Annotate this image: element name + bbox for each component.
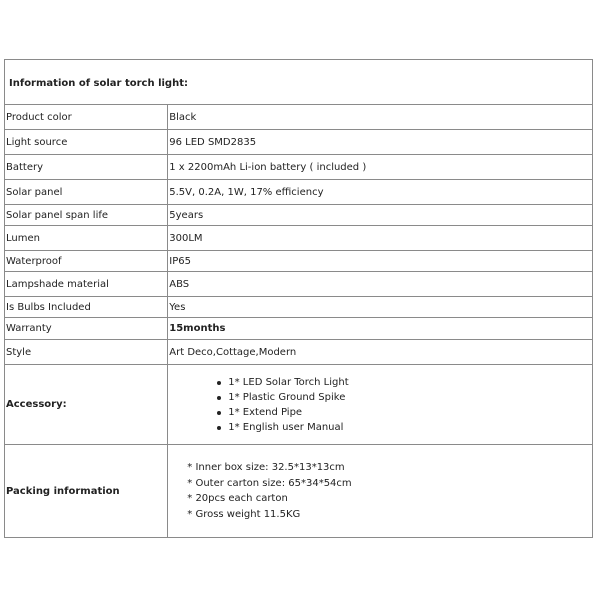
spec-row-is-bulbs-included [5, 297, 593, 318]
packing-row [5, 445, 593, 538]
spec-value: 300LM [168, 226, 593, 251]
spec-row-solar-panel-span-life [5, 205, 593, 226]
spec-row-solar-panel [5, 180, 593, 205]
spec-row-lumen [5, 226, 593, 251]
packing-list-cell [168, 445, 593, 538]
list-item: * Inner box size: 32.5*13*13cm [187, 462, 345, 473]
spec-value: 96 LED SMD2835 [168, 130, 593, 155]
spec-value: Yes [168, 297, 593, 318]
list-item: * Gross weight 11.5KG [187, 508, 301, 520]
accessory-label: Accessory: [5, 365, 168, 445]
spec-label: Lampshade material [5, 272, 168, 297]
spec-value: 5.5V, 0.2A, 1W, 17% efficiency [168, 180, 593, 205]
list-item: 1* Extend Pipe [228, 405, 592, 420]
spec-label: Waterproof [5, 251, 168, 272]
spec-value: IP65 [168, 251, 593, 272]
list-item: * 20pcs each carton [187, 493, 288, 504]
spec-row-lampshade-material [5, 272, 593, 297]
spec-value: Black [168, 105, 593, 130]
spec-label: Style [5, 340, 168, 365]
list-item: 1* LED Solar Torch Light [228, 375, 592, 390]
spec-value: 15months [168, 318, 593, 340]
spec-value: Art Deco,Cottage,Modern [168, 340, 593, 365]
spec-row-light-source [5, 130, 593, 155]
product-spec-table [4, 59, 593, 538]
spec-label: Product color [5, 105, 168, 130]
spec-row-battery [5, 155, 593, 180]
spec-label: Solar panel span life [5, 205, 168, 226]
spec-row-style [5, 340, 593, 365]
accessory-list [169, 375, 592, 435]
list-item: 1* English user Manual [228, 420, 592, 435]
spec-value: 5years [168, 205, 593, 226]
accessory-row [5, 365, 593, 445]
spec-row-warranty [5, 318, 593, 340]
spec-label: Lumen [5, 226, 168, 251]
spec-label: Solar panel [5, 180, 168, 205]
table-title-text: Information of solar torch light: [9, 77, 188, 89]
spec-value: 1 x 2200mAh Li-ion battery ( included ) [168, 155, 593, 180]
spec-label: Battery [5, 155, 168, 180]
spec-row-waterproof [5, 251, 593, 272]
spec-row-product-color [5, 105, 593, 130]
packing-label: Packing information [5, 445, 168, 538]
spec-label: Warranty [5, 318, 168, 340]
accessory-list-cell [168, 365, 593, 445]
spec-label: Is Bulbs Included [5, 297, 168, 318]
list-item: 1* Plastic Ground Spike [228, 390, 592, 405]
list-item: * Outer carton size: 65*34*54cm [187, 477, 352, 489]
packing-list [169, 460, 592, 522]
spec-value: ABS [168, 272, 593, 297]
table-title [5, 60, 593, 105]
table-title-row [5, 60, 593, 105]
spec-label: Light source [5, 130, 168, 155]
